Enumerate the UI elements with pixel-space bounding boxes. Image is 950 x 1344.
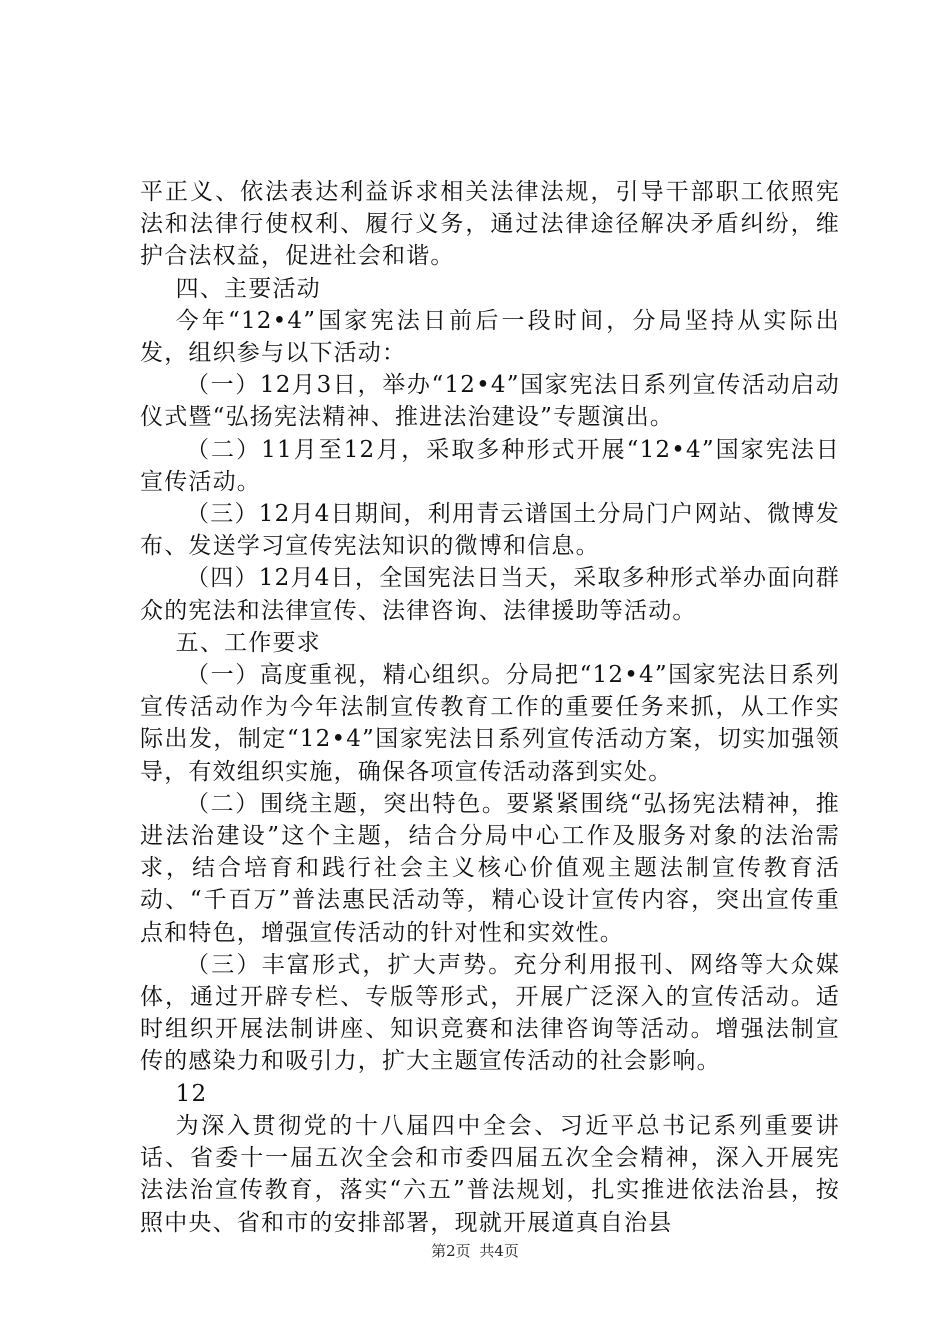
page-footer bbox=[0, 1240, 950, 1261]
page-number: 第2页 bbox=[431, 1242, 471, 1260]
paragraph-continuation: 平正义、依法表达利益诉求相关法律法规，引导干部职工依照宪法和法律行使权利、履行义务，通过法律途径解决矛盾纠纷，维护合法权益，促进社会和谐。 bbox=[140, 179, 840, 270]
paragraph-new-section-intro: 为深入贯彻党的十八届四中全会、习近平总书记系列重要讲话、省委十一届五次全会和市委四届五次全会精神，深入开展宪法法治宣传教育，落实“六五”普法规划，扎实推进依法治县，按照中央、省和市的安排部署，现就开展道真自治县 bbox=[140, 1112, 840, 1236]
section-heading-main-activities: 四、主要活动 bbox=[175, 275, 321, 302]
activity-item-3: （三）12月4日期间，利用青云谱国土分局门户网站、微博发布、发送学习宣传宪法知识的微博和信息。 bbox=[140, 501, 840, 560]
section-number: 12 bbox=[175, 1080, 208, 1107]
document-body bbox=[140, 176, 840, 1239]
activity-item-4: （四）12月4日，全国宪法日当天，采取多种形式举办面向群众的宪法和法律宣传、法律咨询、法律援助等活动。 bbox=[140, 565, 840, 624]
requirement-item-2: （二）围绕主题，突出特色。要紧紧围绕“弘扬宪法精神，推进法治建设”这个主题，结合分局中心工作及服务对象的法治需求，结合培育和践行社会主义核心价值观主题法制宣传教育活动、“千百万”普法惠民活动等，精心设计宣传内容，突出宣传重点和特色，增强宣传活动的针对性和实效性。 bbox=[140, 790, 840, 946]
activity-item-2: （二）11月至12月，采取多种形式开展“12•4”国家宪法日宣传活动。 bbox=[140, 436, 840, 495]
requirement-item-3: （三）丰富形式，扩大声势。充分利用报刊、网络等大众媒体，通过开辟专栏、专版等形式，开展广泛深入的宣传活动。适时组织开展法制讲座、知识竞赛和法律咨询等活动。增强法制宣传的感染力和吸引力，扩大主题宣传活动的社会影响。 bbox=[140, 951, 840, 1075]
requirement-item-1: （一）高度重视，精心组织。分局把“12•4”国家宪法日系列宣传活动作为今年法制宣传教育工作的重要任务来抓，从工作实际出发，制定“12•4”国家宪法日系列宣传活动方案，切实加强领导，有效组织实施，确保各项宣传活动落到实处。 bbox=[140, 662, 840, 785]
section-heading-work-requirements: 五、工作要求 bbox=[175, 629, 321, 656]
activity-item-1: （一）12月3日，举办“12•4”国家宪法日系列宣传活动启动仪式暨“弘扬宪法精神、推进法治建设”专题演出。 bbox=[140, 372, 840, 431]
paragraph-activities-intro: 今年“12•4”国家宪法日前后一段时间，分局坚持从实际出发，组织参与以下活动： bbox=[140, 307, 840, 367]
page-total: 共4页 bbox=[479, 1242, 519, 1260]
